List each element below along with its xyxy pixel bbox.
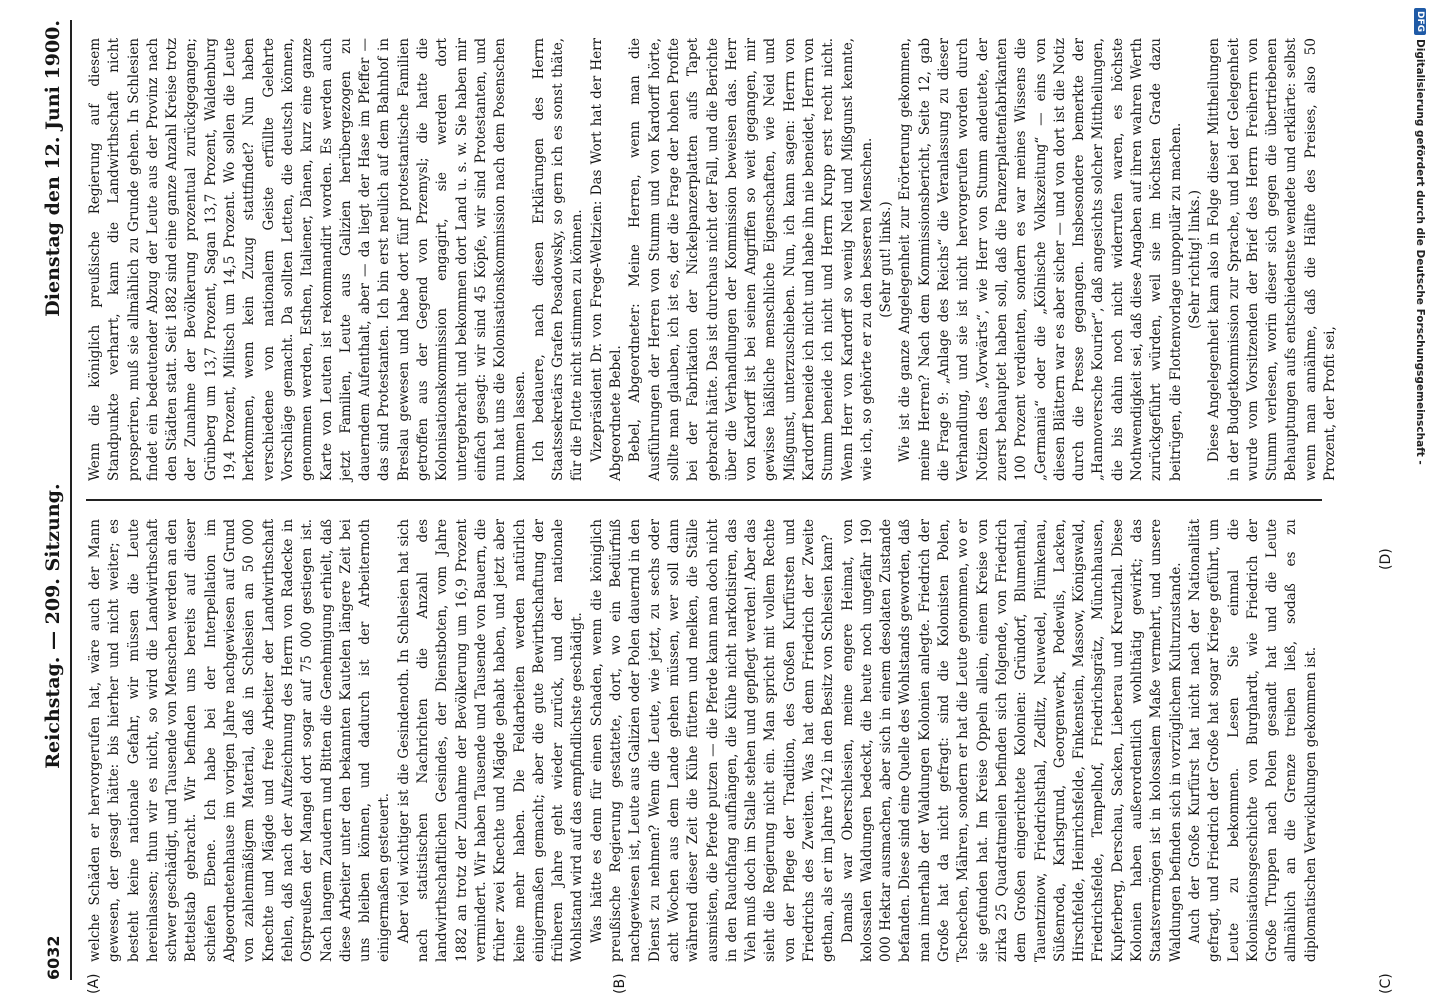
paragraph: Wenn die königlich preußische Regierung auf diesem Standpunkte verharrt, kann die Landwirthschaft nicht prosperiren, muß sie allmählich zu Grunde gehen. In Schlesien findet ein bedeutender Abzug der Leute aus der Provinz nach den Städten statt. Seit 1882 sind eine ganze Anzahl Kreise trotz der Zunahme der Bevölkerung prozentual zurückgegangen; Grünberg um 13,7 Prozent, Sagan 13,7 Prozent, Waldenburg 19,4 Prozent, Militsch um 14,5 Prozent. Wo sollen die Leute herkommen, wenn kein Zuzug stattfindet? Nun haben verschiedene von nationalem Geiste erfüllte Gelehrte Vorschläge gemacht. Da sollten Letten, die deutsch können, genommen werden, Esthen, Italiener, Dänen, kurz eine ganze Karte von Leuten ist rekommandirt worden. Es werden auch jetzt Familien, Leute aus Galizien herübergezogen zu dauerndem Aufenthalt, aber — da liegt der Hase im Pfeffer — das sind Protestanten. Ich bin erst neulich auf dem Bahnhof in Breslau gewesen und habe dort fünf protestantische Familien getroffen aus der Gegend von Przemysl; die hatte die Kolonisationskommission engagirt, sie werden dort untergebracht und bekommen dort Land u. s. w. Sie haben mir einfach gesagt: wir sind 45 Köpfe, wir sind Protestanten, und nun hat uns die Kolonisationskommission nach dem Posenschen kommen lassen. xyxy=(87,38,528,481)
interjection: (Sehr richtig! links.) xyxy=(1186,189,1203,330)
paragraph: Vizepräsident Dr. von Frege-Weltzien: Das Wort hat der Herr Abgeordnete Bebel. xyxy=(588,38,625,481)
paragraph: Damals war Oberschlesien, meine engere Heimat, von kolossalen Waldungen bedeckt, die heute noch ungefähr 190 000 Hektar ausmachen, aber sich in einem desolaten Zustande befanden. Diese sind eine Quelle des Wohlstands geworden, daß man innerhalb der Waldungen Kolonien anlegte. Friedrich der Große hat da nicht gefragt: sind die Kolonisten Polen, Tschechen, Mähren, sondern er hat die Leute genommen, wo er sie gefunden hat. Im Kreise Oppeln allein, einem Kreise von zirka 25 Quadratmeilen befinden sich folgende, von Friedrich dem Großen eingerichtete Kolonien: Gründorf, Blumenthal, Tauentzinow, Friedrichsthal, Zedlitz, Neuwedel, Plümkenau, Süßenroda, Karlsgrund, Georgenwerk, Podewils, Lacken, Hirschfelde, Heinrichsfelde, Finkenstein, Massow, Königswald, Friedrichsfelde, Tempelhof, Friedrichsgrätz, Münchhausen, Kupferberg, Derschau, Sacken, Lieberau und Kreuzthal. Diese Kolonien haben außerordentlich wohlthätig gewirkt; das Staatsvermögen ist in kolossalem Maße vermehrt, und unsere Waldungen befinden sich in vorzüglichem Kulturzustande. xyxy=(839,519,1184,962)
paragraph: Was hätte es denn für einen Schaden, wenn die königlich preußische Regierung gestattete, dort, wo ein Bedürfniß nachgewiesen ist, Leute aus Galizien oder Polen dauernd in den Dienst zu nehmen? Wenn die Leute, wie jetzt, zu sechs oder acht Wochen aus dem Lande gehen müssen, wer soll dann während dieser Zeit die Kühe füttern und melken, die Ställe ausmisten, die Pferde putzen — die Pferde kann man doch nicht in den Rauchfang aufhängen, die Kühe nicht narkotisiren, das Vieh muß doch im Stalle stehen und gepflegt werden! Aber das sieht die Regierung nicht ein. Man spricht mit vollem Rechte von der Pflege der Tradition, des Großen Kurfürsten und Friedrichs des Zweiten. Was hat denn Friedrich der Zweite gethan, als er im Jahre 1742 in den Besitz von Schlesien kam? xyxy=(588,519,837,962)
paragraph: Diese Angelegenheit kam also in Folge dieser Mittheilungen in der Budgetkommission zur Sprache, und bei der Gelegenheit wurde vom Vorsitzenden der Brief des Herrn Freiherrn von Stumm verlesen, worin dieser sich gegen die übertriebenen Behauptungen aufs entschiedenste wendete und erklärte: selbst wenn man annähme, daß die Hälfte des Preises, also 50 Prozent, der Profit sei, xyxy=(1206,38,1338,481)
paragraph: welche Schäden er hervorgerufen hat, wäre auch der Mann gewesen, der gesagt hätte: bis hierher und nicht weiter; es besteht keine nationale Gefahr, wir müssen die Leute hereinlassen; thun wir es nicht, so wird die Landwirthschaft schwer geschädigt, und Tausende von Menschen werden an den Bettelstab gebracht. Wir befinden uns bereits auf dieser schiefen Ebene. Ich habe bei der Interpellation im Abgeordnetenhause im vorigen Jahre nachgewiesen auf Grund von zahlenmäßigem Material, daß in Schlesien an 50 000 Knechte und Mägde und freie Arbeiter der Landwirthschaft fehlen, daß nach der Aufzeichnung des Herrn von Radecke in Ostpreußen der Mangel dort sogar auf 75 000 gestiegen ist. Nach langem Zaudern und Bitten die Genehmigung erhielt, daß diese Arbeiter unter den bekannten Kautelen längere Zeit bei uns bleiben können, und dadurch ist der Arbeiternoth einigermaßen gesteuert. xyxy=(87,519,393,962)
paragraph: Aber viel wichtiger ist die Gesindenoth. In Schlesien hat sich nach statistischen Nachrichten die Anzahl des landwirthschaftlichen Gesindes, der Dienstboten, vom Jahre 1882 an trotz der Zunahme der Bevölkerung um 16,9 Prozent vermindert. Wir haben Tausende und Tausende von Bauern, die früher zwei Knechte und Mägde gehabt haben, und jetzt aber keine mehr haben. Die Feldarbeiten werden natürlich einigermaßen gemacht; aber die gute Bewirthschaftung der früheren Jahre geht wieder zurück, und der nationale Wohlstand wird auf das empfindlichste geschädigt. xyxy=(395,519,586,962)
page-header xyxy=(40,20,72,980)
paragraph: Auch der Große Kurfürst hat nicht nach der Nationalität gefragt, und Friedrich der Große hat sogar Kriege geführt, um Leute zu bekommen. Lesen Sie einmal die Kolonisationsgeschichte von Burghardt, wie Friedrich der Große Truppen nach Polen gesandt hat und die Leute allmählich an die Grenze treiben ließ, sodaß es zu diplomatischen Verwicklungen gekommen ist. xyxy=(1186,519,1319,962)
credit-text: Digitalisierung gefördert durch die Deutsche Forschungsgemeinschaft - xyxy=(1414,39,1426,465)
margin-marker-a: (A) xyxy=(86,973,102,994)
paragraph: Bebel, Abgeordneter: Meine Herren, wenn man die Ausführungen der Herren von Stumm und von Kardorff hörte, sollte man glauben, ich ist es, der die Frage der hohen Profite bei der Fabrikation der Nickelpanzerplatten aufs Tapet gebracht hätte. Das ist durchaus nicht der Fall, und die Berichte über die Verhandlungen der Kommission beweisen das. Herr von Kardorff ist bei seinen Angriffen so weit gegangen, mir gewisse häßliche menschliche Eigenschaften, wie Neid und Mißgunst, unterzuschieben. Nun, ich kann sagen: Herrn von Kardorff beneide ich nicht und habe ihn nie beneidet, Herrn von Stumm beneide ich nicht und Herrn Krupp erst recht nicht. Wenn Herr von Kardorff so wenig Neid und Mißgunst kennte, wie ich, so gehörte er zu den besseren Menschen. xyxy=(627,38,875,481)
right-column xyxy=(86,20,1338,499)
text-columns xyxy=(86,20,1338,980)
digitization-credit xyxy=(1410,8,1430,888)
header-session: Reichstag. — 209. Sitzung. xyxy=(42,483,64,769)
paragraph: Wie ist die ganze Angelegenheit zur Erörterung gekommen, meine Herren? Nach dem Kommissionsbericht, Seite 12, gab die Frage 9: „Anlage des Reichs“ die Veranlassung zu dieser Verhandlung, und sie ist nicht hervorgerufen worden durch Notizen des „Vorwärts“, wie Herr von Stumm andeutete, der zuerst behauptet haben soll, daß die Panzerplattenfabrikanten 100 Prozent verdienten, sondern es war meines Wissens die „Germania“ oder die „Kölnische Volkszeitung“ — eins von diesen Blättern war es aber sicher — und von dort ist die Notiz durch die Presse gegangen. Insbesondere bemerkte der „Hannoversche Kourier“, daß angesichts solcher Mittheilungen, die bis dahin noch nicht widerrufen waren, es höchste Nothwendigkeit sei, daß diese Angaben auf ihren wahren Werth zurückgeführt würden, weil sie im höchsten Grade dazu beitrügen, die Flottenvorlage unpopulär zu machen. xyxy=(897,38,1184,481)
interjection: (Sehr gut! links.) xyxy=(878,201,895,318)
dfg-logo: DFG xyxy=(1414,8,1426,35)
header-date: Dienstag den 12. Juni 1900. xyxy=(42,20,64,317)
margin-marker-b: (B) xyxy=(612,973,628,994)
page-number: 6032 xyxy=(43,935,63,980)
left-column xyxy=(86,501,1322,980)
margin-marker-d: (D) xyxy=(1378,548,1394,570)
paragraph: Ich bedauere, nach diesen Erklärungen des Herrn Staatssekretärs Grafen Posadowsky, so gern ich es sonst thäte, für die Flotte nicht stimmen zu können. xyxy=(530,38,586,481)
margin-marker-c: (C) xyxy=(1378,973,1394,994)
